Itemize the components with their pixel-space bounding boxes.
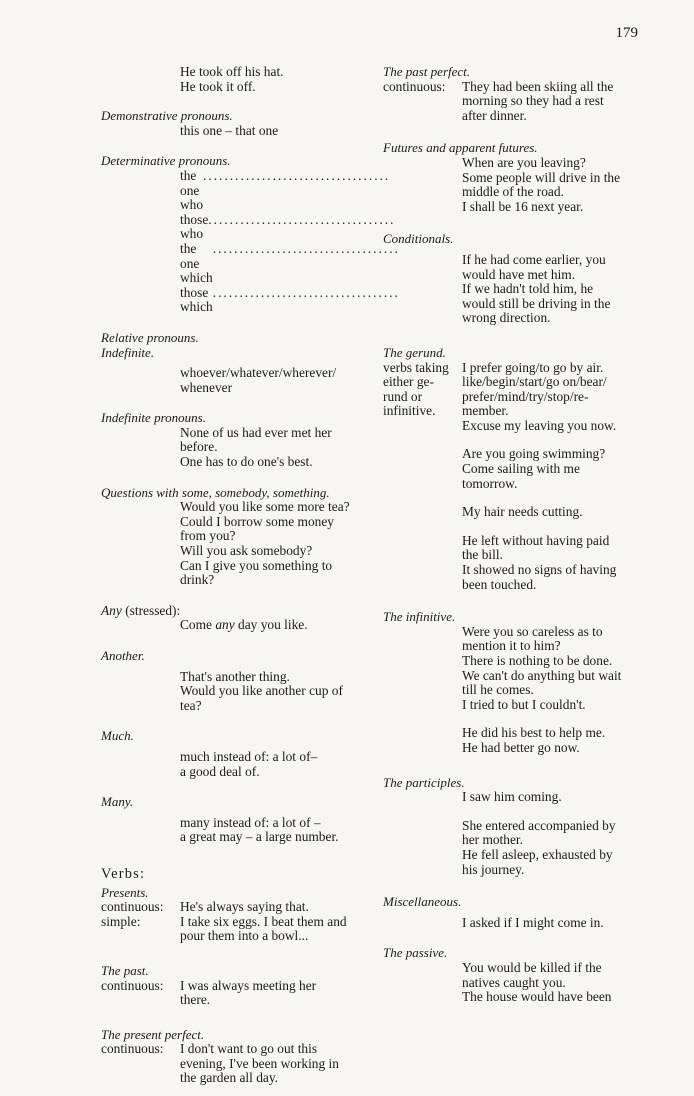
- example-row: [101, 900, 363, 915]
- leader-dots: ...................................: [203, 167, 391, 183]
- section-heading: [101, 604, 363, 619]
- example-line: Come sailing with me: [462, 461, 580, 477]
- section-heading: The infinitive.: [383, 609, 456, 625]
- example-line: [180, 618, 363, 633]
- leader-dots: ...................................: [208, 211, 396, 227]
- example-row: [101, 979, 363, 1008]
- example-line: many instead of: a lot of –: [180, 814, 321, 830]
- section-heading: The past perfect.: [383, 64, 471, 79]
- section-heading: The present perfect.: [101, 1026, 205, 1042]
- example-line: That's another thing.: [180, 668, 290, 684]
- example-row: [383, 361, 645, 593]
- example-line: her mother.: [462, 832, 523, 848]
- example-line: I tried to but I couldn't.: [462, 696, 586, 712]
- example-text: those which: [180, 284, 213, 315]
- example-line: tea?: [180, 697, 202, 713]
- example-line: member.: [462, 403, 509, 419]
- example-line: middle of the road.: [462, 184, 564, 200]
- verbs-heading: Verbs:: [101, 865, 146, 882]
- row-label: continuous:: [101, 899, 164, 915]
- example-line: Would you like some more tea?: [180, 499, 350, 515]
- section-past-perfect: [383, 65, 645, 123]
- section-conditionals: [383, 232, 645, 326]
- section-participles: [383, 776, 645, 878]
- example-line: pour them into a bowl...: [180, 928, 309, 944]
- example-line: there.: [180, 992, 211, 1008]
- left-column: [101, 64, 400, 1096]
- example-line: a great may – a large number.: [180, 829, 339, 845]
- example-line: natives caught you.: [462, 974, 566, 990]
- example-line: wrong direction.: [462, 310, 551, 326]
- example-line: morning so they had a rest: [462, 93, 604, 109]
- example-text: Come: [180, 617, 216, 633]
- example-line: We can't do anything but wait: [462, 667, 622, 683]
- example-line: She entered accompanied by: [462, 817, 616, 833]
- example-line: Will you ask somebody?: [180, 543, 313, 559]
- section-heading: Another.: [101, 648, 145, 663]
- example-line: before.: [180, 439, 218, 455]
- example-line: If we hadn't told him, he: [462, 281, 594, 297]
- example-line: If he had come earlier, you: [462, 251, 606, 267]
- example-line: The house would have been: [462, 989, 612, 1005]
- example-line: whenever: [180, 379, 233, 395]
- section-relative: [101, 331, 363, 395]
- section-heading: Much.: [101, 728, 134, 744]
- section-heading: Presents.: [101, 884, 149, 900]
- example-line: I saw him coming.: [462, 789, 562, 805]
- example-line: like/begin/start/go on/bear/: [462, 374, 607, 390]
- label-line: either ge-: [383, 374, 434, 390]
- section-heading: Futures and apparent futures.: [383, 140, 538, 156]
- section-indefinite-pronouns: [101, 411, 363, 469]
- example-line: much instead of: a lot of–: [180, 748, 318, 764]
- right-column: [383, 65, 645, 1015]
- section-heading: The past.: [101, 962, 149, 978]
- example-line: Some people will drive in the: [462, 169, 621, 185]
- example-line: He had better go now.: [462, 739, 580, 755]
- example-line: his journey.: [462, 861, 525, 877]
- example-row: [101, 915, 363, 944]
- row-label: continuous:: [101, 977, 164, 993]
- example-line: [180, 240, 400, 286]
- example-line: He's always saying that.: [180, 899, 309, 915]
- example-text: those who: [180, 211, 209, 242]
- row-label: simple:: [101, 913, 141, 929]
- example-line: I shall be 16 next year.: [462, 198, 584, 214]
- example-lines: [180, 979, 363, 1008]
- section-another: [101, 649, 363, 713]
- example-line: He left without having paid: [462, 532, 610, 548]
- example-row: [101, 1042, 363, 1086]
- section-presents: [101, 886, 363, 944]
- example-line: [180, 284, 400, 315]
- example-line: Were you so careless as to: [462, 623, 603, 639]
- example-line: One has to do one's best.: [180, 454, 313, 470]
- example-line: evening, I've been working in: [180, 1055, 339, 1071]
- example-line: this one – that one: [180, 122, 279, 138]
- example-line: He took it off.: [180, 78, 256, 94]
- example-line: Would you like another cup of: [180, 683, 343, 699]
- example-line: My hair needs cutting.: [462, 504, 583, 520]
- example-line: I don't want to go out this: [180, 1041, 318, 1057]
- row-label: continuous:: [101, 1041, 164, 1057]
- example-line: I asked if I might come in.: [462, 914, 604, 930]
- example-lines: [462, 361, 645, 593]
- example-line: When are you leaving?: [462, 154, 586, 170]
- section-present-perfect: [101, 1028, 363, 1086]
- example-line: [180, 167, 391, 213]
- label-line: verbs taking: [383, 359, 449, 375]
- section-passive: [383, 946, 645, 1004]
- example-line: I take six eggs. I beat them and: [180, 913, 347, 929]
- example-line: been touched.: [462, 576, 537, 592]
- section-past: [101, 964, 363, 1008]
- example-text: day you like.: [234, 617, 308, 633]
- example-text: the one who: [180, 167, 204, 213]
- example-line: It showed no signs of having: [462, 562, 617, 578]
- section-heading: Questions with some, somebody, something.: [101, 484, 330, 500]
- example-line: tomorrow.: [462, 475, 518, 491]
- example-line: I was always meeting her: [180, 977, 317, 993]
- section-heading: Conditionals.: [383, 231, 454, 247]
- section-any: [101, 604, 363, 633]
- section-heading: Miscellaneous.: [383, 894, 462, 910]
- section-heading: The gerund.: [383, 344, 446, 360]
- example-line: Excuse my leaving you now.: [462, 417, 617, 433]
- section-futures: [383, 141, 645, 214]
- leader-dots: ...................................: [212, 240, 400, 256]
- example-line: whoever/whatever/wherever/: [180, 365, 337, 381]
- heading-note: (stressed):: [125, 602, 181, 618]
- label-line: infinitive.: [383, 403, 436, 419]
- section-infinitive: [383, 610, 645, 755]
- emphasis-word: any: [215, 617, 235, 633]
- row-label: [383, 361, 462, 593]
- example-line: a good deal of.: [180, 763, 260, 779]
- example-line: He fell asleep, exhausted by: [462, 846, 613, 862]
- example-line: I prefer going/to go by air.: [462, 359, 604, 375]
- example-line: after dinner.: [462, 107, 527, 123]
- page-number: 179: [615, 25, 638, 41]
- subsection-heading: Indefinite.: [101, 344, 155, 360]
- row-label: continuous:: [383, 78, 446, 94]
- section-gerund: [383, 346, 645, 592]
- example-line: the bill.: [462, 547, 503, 563]
- example-line: mention it to him?: [462, 638, 561, 654]
- example-row: [383, 80, 645, 124]
- example-line: till he comes.: [462, 682, 534, 698]
- section-heading: Determinative pronouns.: [101, 153, 231, 169]
- example-line: would still be driving in the: [462, 295, 611, 311]
- example-line: They had been skiing all the: [462, 78, 614, 94]
- example-line: [180, 211, 396, 242]
- label-line: rund or: [383, 388, 423, 404]
- example-line: Are you going swimming?: [462, 446, 606, 462]
- example-line: He took off his hat.: [180, 64, 284, 79]
- section-heading: The passive.: [383, 945, 448, 961]
- example-lines: [180, 915, 363, 944]
- section-demonstrative: [101, 109, 363, 138]
- section-heading: The participles.: [383, 774, 465, 790]
- section-heading: Relative pronouns.: [101, 329, 199, 345]
- example-block: [101, 65, 363, 94]
- heading-word: Any: [101, 602, 122, 618]
- leader-dots: ...................................: [212, 284, 400, 300]
- section-heading: Indefinite pronouns.: [101, 410, 206, 426]
- example-lines: [462, 80, 645, 124]
- example-line: You would be killed if the: [462, 959, 602, 975]
- example-line: He did his best to help me.: [462, 725, 606, 741]
- section-questions: [101, 486, 363, 588]
- example-line: Can I give you something to: [180, 557, 333, 573]
- example-line: There is nothing to be done.: [462, 653, 613, 668]
- example-text: the one which: [180, 240, 213, 286]
- section-determinative: [101, 153, 400, 315]
- example-line: from you?: [180, 528, 236, 544]
- example-lines: [180, 1042, 363, 1086]
- section-many: [101, 795, 363, 845]
- section-miscellaneous: [383, 895, 645, 930]
- section-heading: Many.: [101, 794, 134, 810]
- example-line: None of us had ever met her: [180, 424, 332, 440]
- example-line: prefer/mind/try/stop/re-: [462, 388, 589, 404]
- example-line: the garden all day.: [180, 1070, 279, 1086]
- example-line: Could I borrow some money: [180, 513, 334, 529]
- example-line: would have met him.: [462, 266, 576, 282]
- example-line: drink?: [180, 572, 215, 588]
- section-heading: Demonstrative pronouns.: [101, 108, 233, 124]
- section-much: [101, 729, 363, 779]
